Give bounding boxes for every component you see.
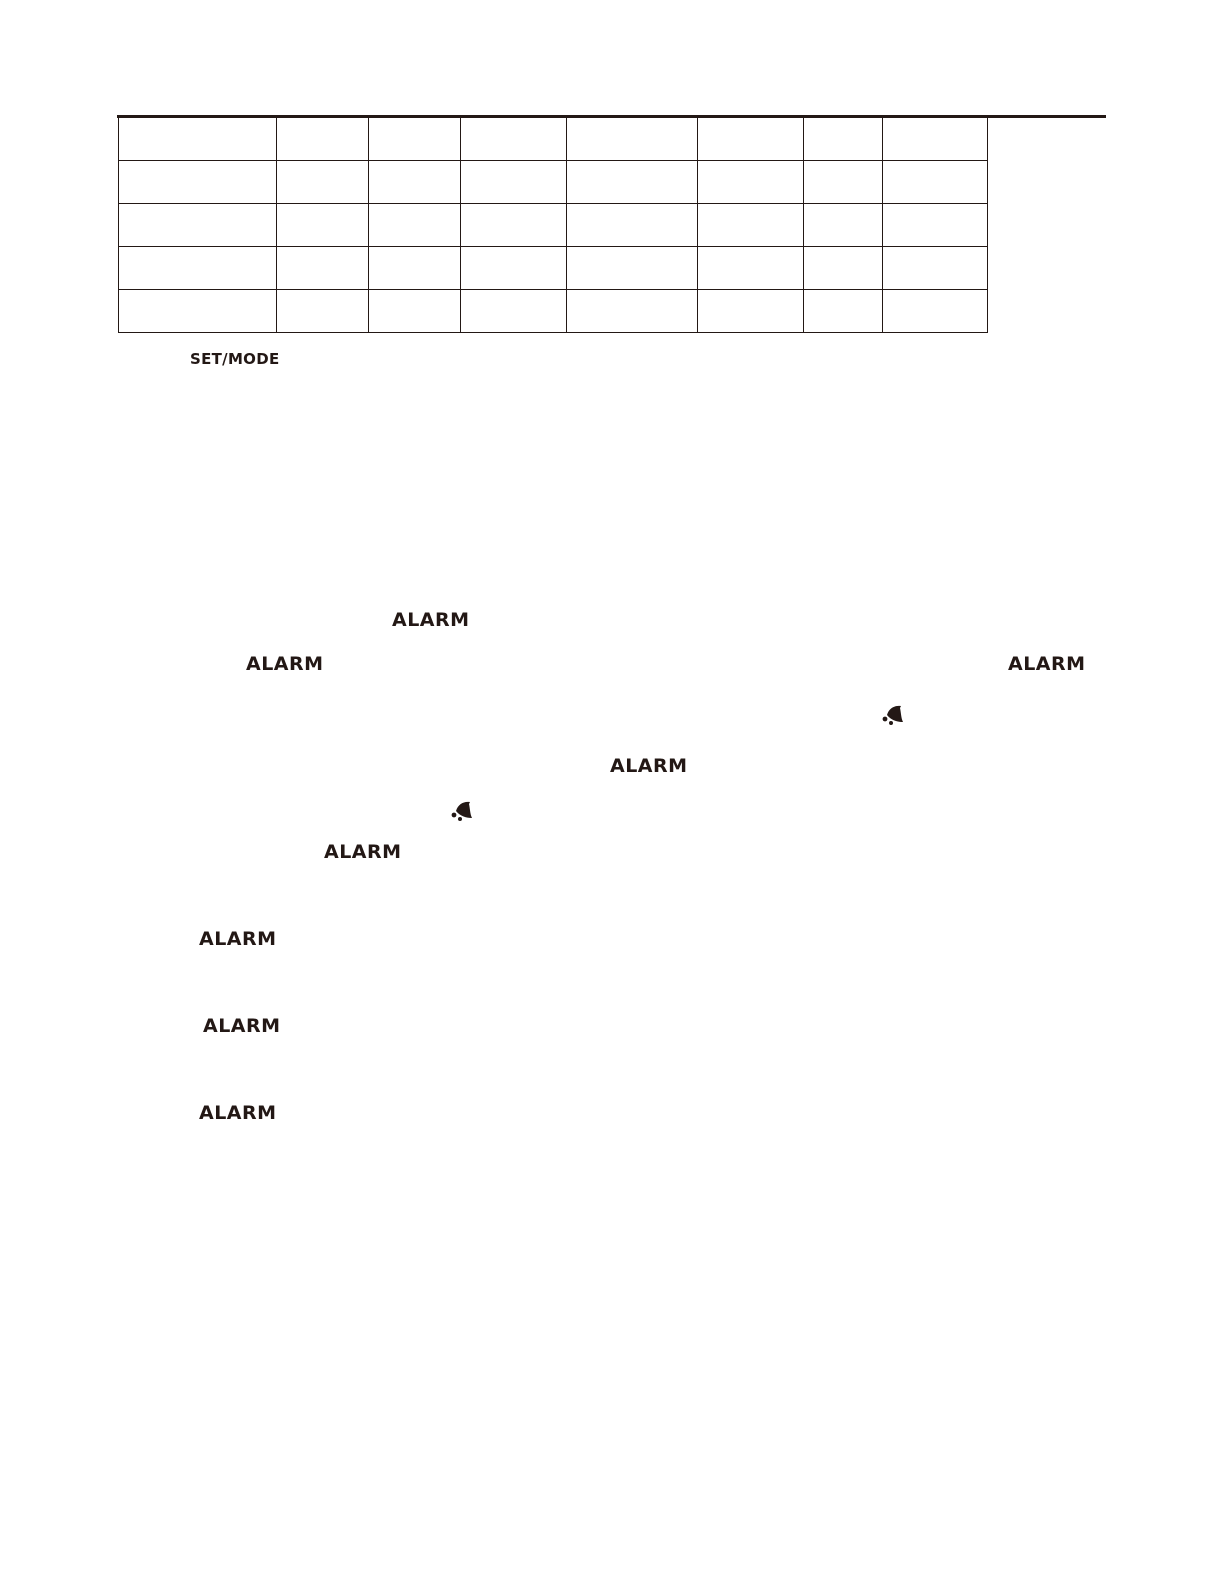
table-cell — [369, 161, 461, 204]
table-cell — [698, 204, 804, 247]
table-cell — [369, 247, 461, 290]
table-cell — [883, 247, 988, 290]
table-cell — [567, 204, 698, 247]
table-cell — [804, 247, 883, 290]
table-cell — [277, 118, 369, 161]
table-row — [119, 290, 988, 333]
set-mode-key-label: SET/MODE — [190, 350, 280, 368]
alarm-key-label-7: ALARM — [203, 1015, 281, 1037]
bell-icon-2-graphic — [448, 798, 474, 822]
alarm-key-label-2: ALARM — [246, 653, 324, 675]
alarm-key-label-1: ALARM — [392, 609, 470, 631]
table-cell — [804, 290, 883, 333]
table-cell — [883, 204, 988, 247]
table-cell — [883, 161, 988, 204]
table-cell — [461, 290, 567, 333]
settings-table — [118, 117, 988, 333]
table-cell — [698, 290, 804, 333]
alarm-key-label-3: ALARM — [1008, 653, 1086, 675]
table-cell — [119, 118, 277, 161]
table-cell — [277, 247, 369, 290]
table-cell — [277, 161, 369, 204]
table-cell — [461, 204, 567, 247]
alarm-key-label-6: ALARM — [199, 928, 277, 950]
table-row — [119, 204, 988, 247]
table-cell — [698, 161, 804, 204]
table-cell — [461, 161, 567, 204]
settings-table-body — [119, 118, 988, 333]
table-cell — [567, 118, 698, 161]
alarm-key-label-4: ALARM — [610, 755, 688, 777]
table-cell — [883, 118, 988, 161]
table-cell — [567, 247, 698, 290]
table-cell — [277, 204, 369, 247]
table-cell — [461, 118, 567, 161]
table-cell — [119, 204, 277, 247]
table-cell — [698, 118, 804, 161]
table-cell — [119, 161, 277, 204]
table-cell — [883, 290, 988, 333]
table-row — [119, 161, 988, 204]
table-cell — [369, 290, 461, 333]
table-row — [119, 118, 988, 161]
table-cell — [804, 161, 883, 204]
table-cell — [119, 247, 277, 290]
table-cell — [369, 118, 461, 161]
table-row — [119, 247, 988, 290]
table-cell — [461, 247, 567, 290]
bell-icon-2 — [448, 798, 474, 822]
table-cell — [567, 290, 698, 333]
bell-icon-graphic — [879, 702, 905, 726]
table-cell — [369, 204, 461, 247]
table-cell — [804, 118, 883, 161]
alarm-key-label-8: ALARM — [199, 1102, 277, 1124]
table-cell — [277, 290, 369, 333]
table-cell — [119, 290, 277, 333]
table-cell — [804, 204, 883, 247]
alarm-key-label-5: ALARM — [324, 841, 402, 863]
table-cell — [698, 247, 804, 290]
table-cell — [567, 161, 698, 204]
bell-icon — [879, 702, 905, 726]
